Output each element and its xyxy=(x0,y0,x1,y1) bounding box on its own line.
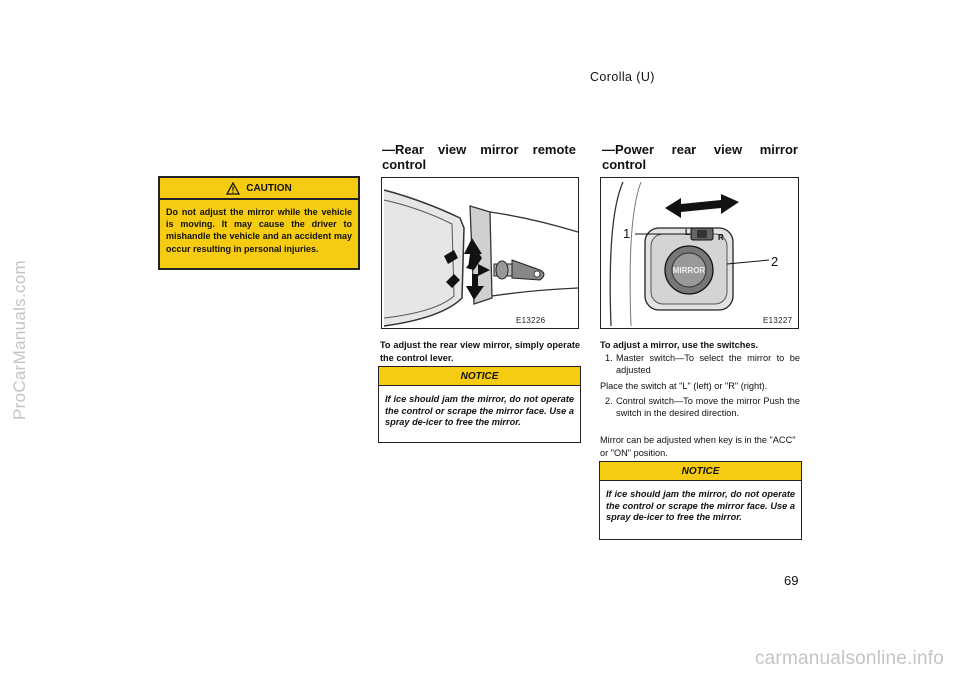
control-lever xyxy=(494,260,544,280)
remote-mirror-illustration xyxy=(382,178,578,328)
switch-L-label: L xyxy=(685,228,690,237)
remote-notice-header: NOTICE xyxy=(379,367,580,386)
power-intro: To adjust a mirror, use the switches. xyxy=(600,340,759,350)
remote-notice-text: If ice should jam the mirror, do not operate the control or scrape the mirror face. Use a spray de-icer to free the mirror. xyxy=(385,394,574,427)
control-switch-knob xyxy=(665,246,713,294)
item-1-number: 1. xyxy=(605,353,613,363)
power-notice-text: If ice should jam the mirror, do not operate the control or scrape the mirror face. Use a spray de-icer to free the mirror. xyxy=(606,489,795,522)
side-watermark: ProCarManuals.com xyxy=(10,259,29,421)
power-item-1 xyxy=(605,353,800,377)
power-item-2 xyxy=(605,396,800,420)
caution-label: CAUTION xyxy=(246,182,292,194)
remote-mirror-figure xyxy=(381,177,579,329)
callout-2-label: 2 xyxy=(771,254,779,269)
remote-notice-box xyxy=(378,366,581,443)
item-2-number: 2. xyxy=(605,396,613,406)
caution-header xyxy=(160,178,358,200)
caution-box xyxy=(158,176,360,270)
item-1-note: Place the switch at "L" (left) or "R" (right). xyxy=(600,381,768,391)
power-notice-box xyxy=(599,461,802,540)
item-2-note: Mirror can be adjusted when key is in the "ACC" or "ON" position. xyxy=(600,435,796,458)
remote-figure-code: E13226 xyxy=(516,316,546,325)
power-mirror-illustration xyxy=(601,178,798,328)
switch-R-label: R xyxy=(718,233,724,242)
caution-text: Do not adjust the mirror while the vehicle is moving. It may cause the driver to mishandle the vehicle and an accident may occur resulting in personal injuries. xyxy=(166,207,352,254)
remote-section-title: —Rear view mirror remote control xyxy=(382,142,576,172)
power-section-title: —Power rear view mirror control xyxy=(602,142,798,172)
item-2-text: Control switch—To move the mirror Push the switch in the desired direction. xyxy=(616,396,800,418)
power-mirror-figure xyxy=(600,177,799,329)
page-header-title: Corolla (U) xyxy=(590,70,655,84)
warning-triangle-icon xyxy=(226,182,240,195)
callout-1-label: 1 xyxy=(623,226,631,241)
master-switch xyxy=(691,228,713,240)
remote-description: To adjust the rear view mirror, simply operate the control lever. xyxy=(380,340,580,363)
item-1-text: Master switch—To select the mirror to be adjusted xyxy=(616,353,800,375)
svg-text:MIRROR: MIRROR xyxy=(672,266,706,275)
bottom-watermark: carmanualsonline.info xyxy=(754,648,944,669)
power-notice-header: NOTICE xyxy=(600,462,801,481)
power-figure-code: E13227 xyxy=(763,316,793,325)
left-right-arrow xyxy=(665,194,739,218)
page-number: 69 xyxy=(784,573,799,588)
